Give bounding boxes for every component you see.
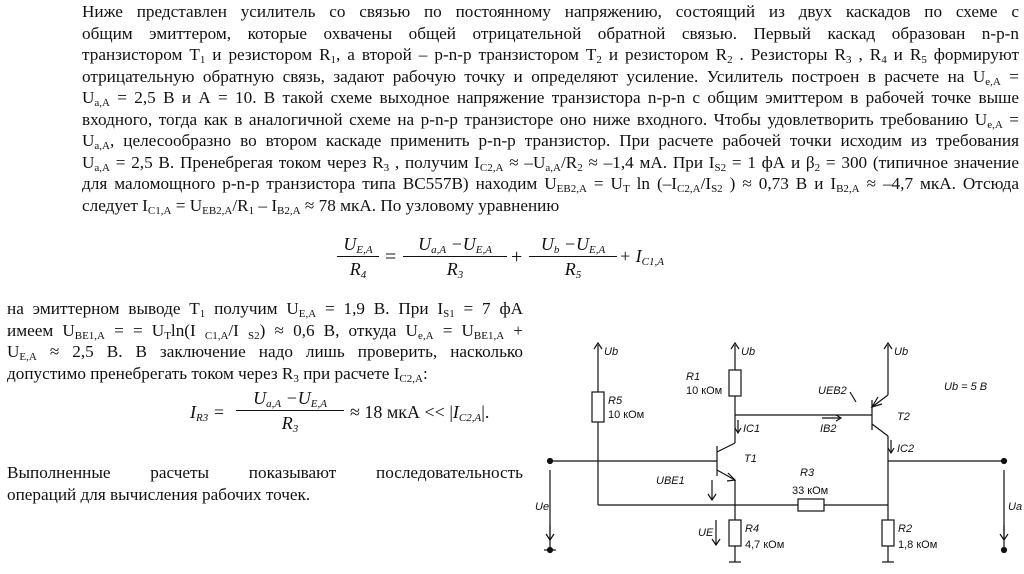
ua-output-label: Ua: [1008, 501, 1022, 513]
plus-ic1-term: + $I_{C1,A}$: [619, 246, 664, 268]
r4-value: 4,7 кОм: [745, 539, 785, 551]
text-line: операций для вычисления рабочих точек.: [7, 484, 311, 504]
r2-label: R2: [898, 523, 913, 535]
text-line: имеем $U_{BE1,A}$ = = $U_T\ln(I$ $_{C1,A}$/I $_{S2}$) ≈ 0,6 В, откуда $U_{e,A} = U_{BE1,A}$ +: [7, 320, 523, 341]
fraction-ue-r4: $\frac{U_{E,A}}{R_4}$: [337, 234, 379, 280]
nodal-equation: [337, 232, 664, 292]
text-line: допустимо пренебрегать током через $R_3$ при расчете $I_{C2,A}$:: [7, 363, 428, 384]
r3-label: R3: [800, 467, 815, 479]
conclusion-paragraph: [7, 462, 523, 505]
r4-label: R4: [745, 523, 760, 535]
fraction-ir3: $\frac{U_{a,A} -U_{E,A}}{R_3}$: [236, 388, 344, 434]
t2-label: T2: [897, 411, 910, 423]
supply-voltage-label: Ub = 5 В: [944, 381, 988, 393]
circuit-diagram: [527, 330, 1022, 574]
plus-sign: +: [511, 246, 523, 268]
ueb2-label: UEB2: [818, 385, 847, 397]
r2-value: 1,8 кОм: [898, 539, 938, 551]
text-line: транзистором $T_1$ и резистором $R_1$, а второй – p-n-p транзистором $T_2$ и резистором $R_2$ . Резисторы $R_3$ , $R_4$ и $R_5$ формируют: [82, 45, 1019, 66]
ub-label-1: Ub: [604, 346, 619, 358]
r1-label: R1: [686, 371, 701, 383]
text-line: общим эмиттером, которые охвачены общей отрицательной обратной связью. Первый каскад образован n-p-n: [82, 23, 1019, 43]
text-line: для маломощного p-n-p транзистора типа BC557B) находим $U_{EB2,A} = U_T$ $\ln (-I_{C2,A}/I_{S2}$ ) ≈ 0,73 В и $I_{B2,A} \approx -4,7$ мкА. Отсюда: [82, 174, 1019, 195]
ub-label-2: Ub: [741, 346, 756, 358]
ub-label-3: Ub: [894, 346, 909, 358]
text-line: на эмиттерном выводе $T_1$ получим $U_{E,A} = 1,9$ В. При $I_{S1} = 7$ фА: [7, 299, 523, 320]
fraction-ua-minus-ue-r3: $\frac{U_{a,A} -U_{E,A}}{R_3}$: [403, 234, 507, 280]
r1-value: 10 кОм: [686, 385, 723, 397]
intro-paragraph: [7, 1, 1019, 216]
t1-label: T1: [744, 453, 757, 465]
ue-emitter-label: UE: [698, 527, 714, 539]
r5-label: R5: [608, 395, 623, 407]
ir3-equation: [190, 386, 510, 446]
equals-sign: =: [385, 246, 397, 268]
text-line: $U_{a,A} = 2,5$ В и А = 10. В такой схеме выходное напряжение транзистора n-p-n с общим эмиттером в рабочей точке выше: [82, 88, 1019, 109]
text-line: $U_{a,A}$, целесообразно во втором каскаде применить p-n-p транзистор. При расчете рабочей точки исходим из требования: [82, 131, 1019, 152]
ir3-lhs: $I_{R3}$ =: [190, 402, 225, 424]
text-line: Выполненные расчеты показывают последовательность: [7, 463, 523, 482]
text-line: $U_{a,A} = 2,5$ В. Пренебрегая током через $R_3$ , получим $I_{C2,A} \approx -U_{a,A}/R_2 \approx -1,4$ мА. При $I_{S2} = 1$ фА и $\beta_2 = 300$ (типичное значение: [82, 152, 1019, 173]
ir3-rhs: ≈ 18 мкА << $|I_{C2,A}|$.: [350, 402, 490, 424]
ube1-label: UBE1: [656, 475, 685, 487]
ib2-label: IB2: [820, 423, 837, 435]
r3-value: 33 кОм: [792, 485, 829, 497]
ic1-label: IC1: [743, 423, 761, 435]
ic2-label: IC2: [897, 443, 915, 455]
text-line: отрицательную обратную связь, задают рабочую точку и определяют усиление. Усилитель построен в расчете на $U_{e,A}$ =: [82, 66, 1019, 87]
emitter-paragraph: [7, 298, 523, 384]
ue-input-label: Ue: [535, 501, 550, 513]
text-line: $U_{E,A} \approx 2,5$ В. В заключение надо лишь проверить, насколько: [7, 342, 523, 363]
fraction-ub-minus-ue-r5: $\frac{U_b -U_{E,A}}{R_5}$: [529, 234, 617, 280]
text-line: входного, тогда как в аналогичной схеме на p-n-p транзисторе оно ниже входного. Чтобы удовлетворить требованию $U_{e,A}$ =: [82, 109, 1019, 130]
r5-value: 10 кОм: [608, 409, 645, 421]
text-line: следует $I_{C1,A} = U_{EB2,A}/R_1 - I_{B2,A} \approx 78$ мкА. По узловому уравнению: [82, 195, 560, 216]
text-line: Ниже представлен усилитель со связью по постоянному напряжению, состоящий из двух каскадов по схеме с: [82, 2, 1019, 21]
